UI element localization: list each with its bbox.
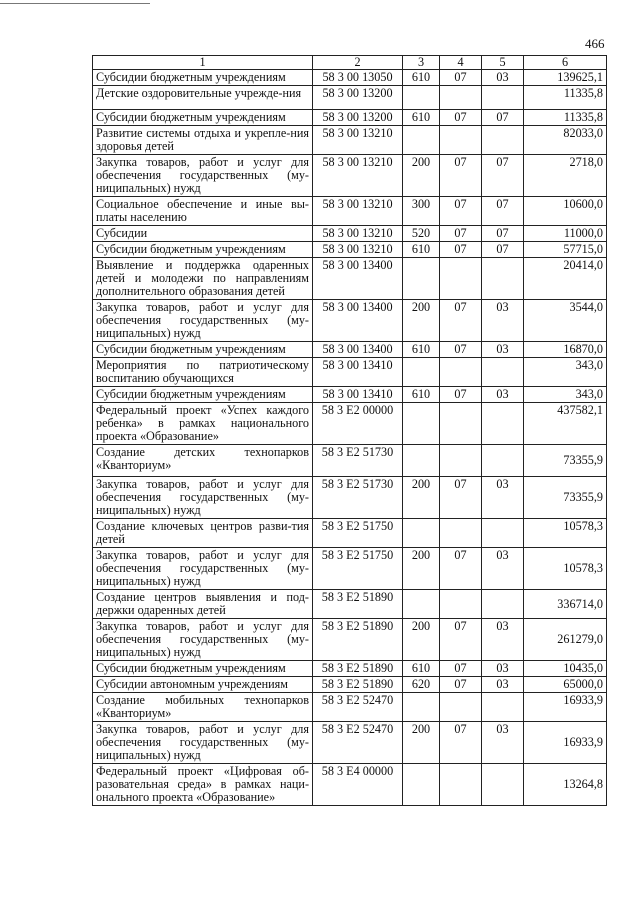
cell-c5: 03: [482, 661, 524, 677]
cell-code: 58 3 E2 51890: [313, 677, 403, 693]
cell-sum: 2718,0: [524, 155, 607, 197]
cell-name: Создание мобильных технопарков «Кванториум»: [93, 693, 313, 722]
cell-c4: [440, 764, 482, 806]
cell-c5: [482, 519, 524, 548]
cell-c3: 610: [403, 70, 440, 86]
cell-c3: 200: [403, 477, 440, 519]
table-row: [93, 258, 607, 300]
corner-rule: [0, 3, 150, 4]
cell-name: Развитие системы отдыха и укрепле-ния здоровья детей: [93, 126, 313, 155]
cell-sum: 343,0: [524, 358, 607, 387]
cell-name: Закупка товаров, работ и услуг для обеспечения государственных (му-ниципальных) нужд: [93, 722, 313, 764]
cell-sum: 336714,0: [524, 590, 607, 619]
table-row: [93, 764, 607, 806]
cell-c4: 07: [440, 619, 482, 661]
cell-c5: 03: [482, 342, 524, 358]
cell-c3: 200: [403, 155, 440, 197]
cell-c4: [440, 519, 482, 548]
table-row: [93, 110, 607, 126]
table-row: [93, 86, 607, 110]
cell-c3: [403, 693, 440, 722]
cell-c3: 610: [403, 110, 440, 126]
cell-code: 58 3 00 13410: [313, 358, 403, 387]
cell-name: Федеральный проект «Успех каждого ребенка» в рамках национального проекта «Образование»: [93, 403, 313, 445]
cell-c4: 07: [440, 548, 482, 590]
cell-c5: [482, 358, 524, 387]
cell-name: Федеральный проект «Цифровая об-разовательная среда» в рамках наци-онального проекта «Образование»: [93, 764, 313, 806]
cell-code: 58 3 E2 00000: [313, 403, 403, 445]
cell-c4: 07: [440, 722, 482, 764]
cell-c5: 03: [482, 477, 524, 519]
cell-c5: 03: [482, 722, 524, 764]
cell-c3: 520: [403, 226, 440, 242]
cell-c4: 07: [440, 661, 482, 677]
cell-c5: [482, 764, 524, 806]
cell-name: Социальное обеспечение и иные вы-платы населению: [93, 197, 313, 226]
cell-name: Детские оздоровительные учрежде-ния: [93, 86, 313, 110]
cell-code: 58 3 E2 52470: [313, 722, 403, 764]
cell-c3: 610: [403, 342, 440, 358]
table-row: [93, 677, 607, 693]
cell-sum: 3544,0: [524, 300, 607, 342]
cell-c3: 200: [403, 548, 440, 590]
table-row: [93, 242, 607, 258]
cell-sum: 261279,0: [524, 619, 607, 661]
cell-c4: 07: [440, 155, 482, 197]
cell-sum: 16933,9: [524, 693, 607, 722]
cell-c3: 610: [403, 661, 440, 677]
cell-name: Создание центров выявления и под-держки одаренных детей: [93, 590, 313, 619]
cell-c3: [403, 445, 440, 477]
cell-c5: 07: [482, 197, 524, 226]
cell-name: Субсидии: [93, 226, 313, 242]
table-header-row: [93, 56, 607, 70]
cell-c5: 07: [482, 226, 524, 242]
cell-name: Создание детских технопарков «Кванториум»: [93, 445, 313, 477]
cell-c3: [403, 590, 440, 619]
cell-c4: [440, 358, 482, 387]
cell-c5: 03: [482, 387, 524, 403]
table-row: [93, 197, 607, 226]
cell-name: Закупка товаров, работ и услуг для обеспечения государственных (му-ниципальных) нужд: [93, 548, 313, 590]
table-row: [93, 722, 607, 764]
cell-sum: 11000,0: [524, 226, 607, 242]
table-row: [93, 477, 607, 519]
cell-code: 58 3 00 13200: [313, 86, 403, 110]
page-number: 466: [585, 36, 605, 51]
cell-c3: [403, 764, 440, 806]
cell-sum: 343,0: [524, 387, 607, 403]
cell-c5: 07: [482, 242, 524, 258]
cell-sum: 139625,1: [524, 70, 607, 86]
cell-c4: 07: [440, 110, 482, 126]
cell-name: Субсидии бюджетным учреждениям: [93, 242, 313, 258]
cell-code: 58 3 00 13210: [313, 226, 403, 242]
cell-code: 58 3 00 13210: [313, 126, 403, 155]
cell-c4: 07: [440, 197, 482, 226]
cell-code: 58 3 00 13210: [313, 155, 403, 197]
cell-c4: [440, 590, 482, 619]
column-header: 2: [313, 56, 403, 70]
cell-code: 58 3 E2 51750: [313, 548, 403, 590]
cell-c4: [440, 258, 482, 300]
cell-c3: 300: [403, 197, 440, 226]
cell-sum: 10578,3: [524, 548, 607, 590]
cell-code: 58 3 E2 51730: [313, 445, 403, 477]
cell-code: 58 3 E2 52470: [313, 693, 403, 722]
cell-sum: 437582,1: [524, 403, 607, 445]
cell-c3: 200: [403, 619, 440, 661]
cell-c4: [440, 86, 482, 110]
cell-sum: 13264,8: [524, 764, 607, 806]
cell-name: Закупка товаров, работ и услуг для обеспечения государственных (му-ниципальных) нужд: [93, 155, 313, 197]
table-row: [93, 548, 607, 590]
cell-c4: 07: [440, 477, 482, 519]
cell-c3: [403, 403, 440, 445]
cell-c5: 03: [482, 548, 524, 590]
table-row: [93, 342, 607, 358]
table-row: [93, 226, 607, 242]
cell-name: Выявление и поддержка одаренных детей и молодежи по направлениям дополнительного образования детей: [93, 258, 313, 300]
cell-c4: [440, 126, 482, 155]
cell-code: 58 3 00 13210: [313, 197, 403, 226]
cell-code: 58 3 00 13400: [313, 300, 403, 342]
cell-code: 58 3 00 13410: [313, 387, 403, 403]
cell-sum: 11335,8: [524, 110, 607, 126]
cell-code: 58 3 E2 51890: [313, 619, 403, 661]
cell-c5: 03: [482, 677, 524, 693]
cell-sum: 20414,0: [524, 258, 607, 300]
cell-c3: [403, 126, 440, 155]
table-row: [93, 155, 607, 197]
column-header: 3: [403, 56, 440, 70]
cell-code: 58 3 E4 00000: [313, 764, 403, 806]
cell-sum: 10600,0: [524, 197, 607, 226]
column-header: 1: [93, 56, 313, 70]
table-row: [93, 70, 607, 86]
table-row: [93, 403, 607, 445]
cell-sum: 16870,0: [524, 342, 607, 358]
cell-c4: 07: [440, 387, 482, 403]
table-row: [93, 387, 607, 403]
cell-c3: [403, 86, 440, 110]
cell-c3: [403, 358, 440, 387]
cell-c4: [440, 403, 482, 445]
table-row: [93, 619, 607, 661]
cell-c3: 610: [403, 242, 440, 258]
cell-c4: 07: [440, 300, 482, 342]
cell-c4: [440, 693, 482, 722]
cell-c5: 03: [482, 619, 524, 661]
cell-name: Субсидии бюджетным учреждениям: [93, 70, 313, 86]
cell-code: 58 3 E2 51730: [313, 477, 403, 519]
cell-name: Закупка товаров, работ и услуг для обеспечения государственных (му-ниципальных) нужд: [93, 477, 313, 519]
cell-name: Создание ключевых центров разви-тия детей: [93, 519, 313, 548]
cell-name: Закупка товаров, работ и услуг для обеспечения государственных (му-ниципальных) нужд: [93, 619, 313, 661]
cell-code: 58 3 00 13210: [313, 242, 403, 258]
cell-c5: 03: [482, 70, 524, 86]
cell-sum: 82033,0: [524, 126, 607, 155]
cell-code: 58 3 00 13050: [313, 70, 403, 86]
cell-name: Субсидии бюджетным учреждениям: [93, 110, 313, 126]
column-header: 4: [440, 56, 482, 70]
cell-c5: [482, 258, 524, 300]
cell-code: 58 3 E2 51890: [313, 590, 403, 619]
cell-code: 58 3 E2 51890: [313, 661, 403, 677]
cell-c5: 03: [482, 300, 524, 342]
table-row: [93, 661, 607, 677]
table-row: [93, 693, 607, 722]
table-row: [93, 300, 607, 342]
cell-sum: 73355,9: [524, 445, 607, 477]
cell-c4: 07: [440, 342, 482, 358]
cell-c5: [482, 86, 524, 110]
cell-code: 58 3 E2 51750: [313, 519, 403, 548]
cell-code: 58 3 00 13400: [313, 342, 403, 358]
table-row: [93, 590, 607, 619]
cell-name: Субсидии автономным учреждениям: [93, 677, 313, 693]
cell-sum: 65000,0: [524, 677, 607, 693]
cell-name: Субсидии бюджетным учреждениям: [93, 342, 313, 358]
cell-name: Мероприятия по патриотическому воспитанию обучающихся: [93, 358, 313, 387]
cell-c4: [440, 445, 482, 477]
cell-code: 58 3 00 13200: [313, 110, 403, 126]
table-row: [93, 358, 607, 387]
cell-c5: 07: [482, 155, 524, 197]
cell-name: Субсидии бюджетным учреждениям: [93, 387, 313, 403]
cell-sum: 10578,3: [524, 519, 607, 548]
cell-c5: [482, 126, 524, 155]
cell-c4: 07: [440, 677, 482, 693]
cell-c5: [482, 693, 524, 722]
cell-sum: 16933,9: [524, 722, 607, 764]
cell-c3: 200: [403, 722, 440, 764]
cell-c3: 620: [403, 677, 440, 693]
cell-sum: 11335,8: [524, 86, 607, 110]
cell-c4: 07: [440, 70, 482, 86]
cell-sum: 10435,0: [524, 661, 607, 677]
cell-c5: [482, 403, 524, 445]
budget-table: [92, 55, 607, 806]
budget-table-body: [93, 56, 607, 806]
cell-c3: 200: [403, 300, 440, 342]
cell-name: Закупка товаров, работ и услуг для обеспечения государственных (му-ниципальных) нужд: [93, 300, 313, 342]
cell-name: Субсидии бюджетным учреждениям: [93, 661, 313, 677]
cell-c5: [482, 590, 524, 619]
table-row: [93, 519, 607, 548]
cell-c3: 610: [403, 387, 440, 403]
cell-c3: [403, 519, 440, 548]
cell-c4: 07: [440, 226, 482, 242]
cell-sum: 57715,0: [524, 242, 607, 258]
cell-c5: [482, 445, 524, 477]
column-header: 6: [524, 56, 607, 70]
table-row: [93, 126, 607, 155]
cell-c5: 07: [482, 110, 524, 126]
cell-code: 58 3 00 13400: [313, 258, 403, 300]
cell-c3: [403, 258, 440, 300]
cell-sum: 73355,9: [524, 477, 607, 519]
cell-c4: 07: [440, 242, 482, 258]
column-header: 5: [482, 56, 524, 70]
table-row: [93, 445, 607, 477]
